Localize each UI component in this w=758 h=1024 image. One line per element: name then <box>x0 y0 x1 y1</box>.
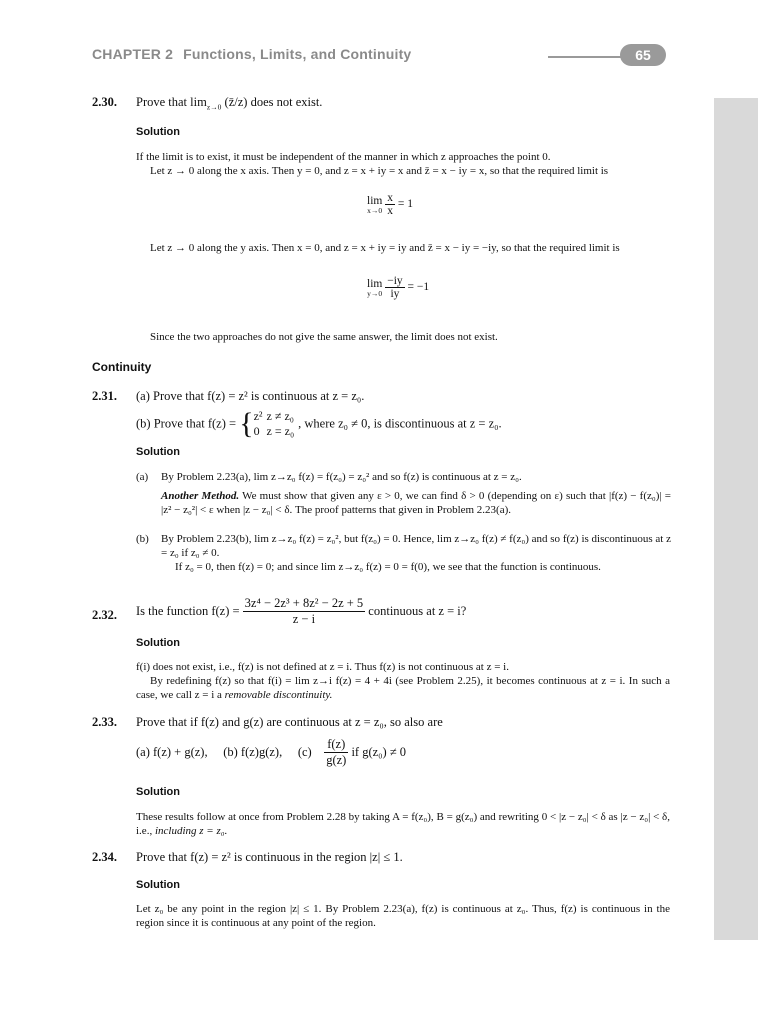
left-brace: { <box>239 407 254 440</box>
solution-heading: Solution <box>136 879 180 891</box>
lim-subscript: x→0 <box>367 205 383 215</box>
fraction <box>243 596 366 627</box>
case-condition: z ≠ z₀ <box>266 409 294 423</box>
solution-heading: Solution <box>136 786 180 798</box>
lim-text: lim <box>367 277 383 290</box>
equation-rhs: = 1 <box>397 198 413 211</box>
numerator: x <box>387 192 393 204</box>
para-text: By redefining f(z) so that f(i) = lim z→i f(z) = 4 + 4i (see Problem 2.25), it becomes continuous at z = i. In such a case, we call z = i a <box>136 675 670 701</box>
chapter-title: Functions, Limits, and Continuity <box>183 46 412 62</box>
problem-number: 2.33. <box>92 715 117 729</box>
section-heading: Continuity <box>92 360 152 374</box>
solution-paragraph <box>136 810 670 838</box>
solution-paragraph: Since the two approaches do not give the same answer, the limit does not exist. <box>150 331 498 343</box>
solution-heading: Solution <box>136 637 180 649</box>
numerator: −iy <box>387 275 403 287</box>
problem-number: 2.31. <box>92 389 117 403</box>
case-value: 0 <box>253 424 260 438</box>
problem-number: 2.32. <box>92 608 117 622</box>
sol-label-b: (b) <box>136 533 149 545</box>
side-thumb-tab <box>714 98 758 940</box>
statement-tail: (z̄/z) does not exist. <box>221 95 323 109</box>
problem-statement <box>136 95 322 112</box>
problem-part-b <box>136 409 502 439</box>
emphasis-text: removable discontinuity. <box>224 689 333 701</box>
solution-paragraph: Let z₀ be any point in the region |z| ≤ 1. By Problem 2.23(a), f(z) is continuous at z₀. Thus, f(z) is continuous in the region since it is continuous at any point of the region. <box>136 903 670 929</box>
solution-heading: Solution <box>136 446 180 458</box>
part-b-lead: (b) Prove that f(z) = <box>136 416 240 431</box>
equation <box>367 275 429 300</box>
statement-tail: continuous at z = i? <box>368 604 467 618</box>
denominator: x <box>387 205 393 217</box>
problem-statement: Prove that f(z) = z² is continuous in the region |z| ≤ 1. <box>136 850 403 864</box>
limit-operator <box>367 195 382 215</box>
lim-subscript: y→0 <box>367 288 383 298</box>
solution-paragraph: If z₀ = 0, then f(z) = 0; and since lim z→z₀ f(z) = 0 = f(0), we see that the function is continuous. <box>175 561 601 573</box>
numerator: f(z) <box>324 737 348 753</box>
problem-parts <box>136 737 406 768</box>
limit-operator <box>367 278 382 298</box>
statement-text: Prove that lim <box>136 95 207 109</box>
fraction <box>385 192 395 217</box>
solution-paragraph: By Problem 2.23(b), lim z→z₀ f(z) = z₀², but f(z₀) = 0. Hence, lim z→z₀ f(z) ≠ f(z₀) and so f(z) is discontinuous at z = z₀ if z₀ ≠ 0. <box>161 533 671 559</box>
solution-heading: Solution <box>136 126 180 138</box>
para-text: These results follow at once from Problem 2.28 by taking A = f(z₀), B = g(z₀) and rewriting 0 < |z − z₀| < δ as |z − z₀| < δ, i.e., <box>136 811 670 837</box>
problem-statement: Prove that if f(z) and g(z) are continuous at z = z₀, so also are <box>136 715 443 729</box>
part-c-condition: if g(z₀) ≠ 0 <box>351 745 407 759</box>
piecewise-cases <box>254 409 299 439</box>
chapter-header <box>92 46 411 62</box>
problem-statement <box>136 596 466 627</box>
problem-part-a: (a) Prove that f(z) = z² is continuous at z = z₀. <box>136 389 365 403</box>
solution-paragraph <box>161 489 671 517</box>
lim-text: lim <box>367 194 383 207</box>
denominator: z − i <box>292 612 316 626</box>
page-number-badge: 65 <box>620 44 666 66</box>
problem-number: 2.34. <box>92 850 117 864</box>
case-value: z² <box>253 409 263 423</box>
numerator: 3z⁴ − 2z³ + 8z² − 2z + 5 <box>244 596 364 610</box>
problem-number: 2.30. <box>92 95 117 109</box>
method-text: We must show that given any ε > 0, we can find δ > 0 (depending on ε) such that |f(z) − f(z₀)| = |z² − z₀²| < ε when |z − z₀| < δ. The proof patterns that given in Problem 2.23(a). <box>161 490 671 516</box>
part-c-label: (c) <box>297 745 312 759</box>
method-label: Another Method. <box>161 490 240 502</box>
chapter-label: CHAPTER 2 <box>92 46 174 62</box>
solution-paragraph <box>136 674 670 702</box>
part-b-tail: , where z₀ ≠ 0, is discontinuous at z = z₀. <box>298 416 502 431</box>
case-condition: z = z₀ <box>266 424 295 438</box>
statement-lead: Is the function f(z) = <box>136 604 243 618</box>
fraction <box>385 275 404 300</box>
solution-paragraph: Let z → 0 along the x axis. Then y = 0, and z = x + iy = x and z̄ = x − iy = x, so that the required limit is <box>150 165 609 177</box>
emphasis-text: including z = z₀. <box>154 825 228 837</box>
part-b: (b) f(z)g(z), <box>223 745 283 759</box>
limit-subscript: z→0 <box>206 102 222 112</box>
sol-label-a: (a) <box>136 471 149 483</box>
solution-paragraph: If the limit is to exist, it must be independent of the manner in which z approaches the point 0. <box>136 151 551 163</box>
denominator: g(z) <box>326 753 347 767</box>
solution-paragraph: By Problem 2.23(a), lim z→z₀ f(z) = f(z₀) = z₀² and so f(z) is continuous at z = z₀. <box>161 471 522 483</box>
solution-paragraph: Let z → 0 along the y axis. Then x = 0, and z = x + iy = iy and z̄ = x − iy = −iy, so that the required limit is <box>150 242 620 254</box>
fraction <box>324 737 348 768</box>
equation <box>367 192 413 217</box>
solution-paragraph: f(i) does not exist, i.e., f(z) is not defined at z = i. Thus f(z) is not continuous at z = i. <box>136 661 509 673</box>
equation-rhs: = −1 <box>407 281 430 294</box>
denominator: iy <box>390 288 400 300</box>
part-a: (a) f(z) + g(z), <box>136 745 208 759</box>
